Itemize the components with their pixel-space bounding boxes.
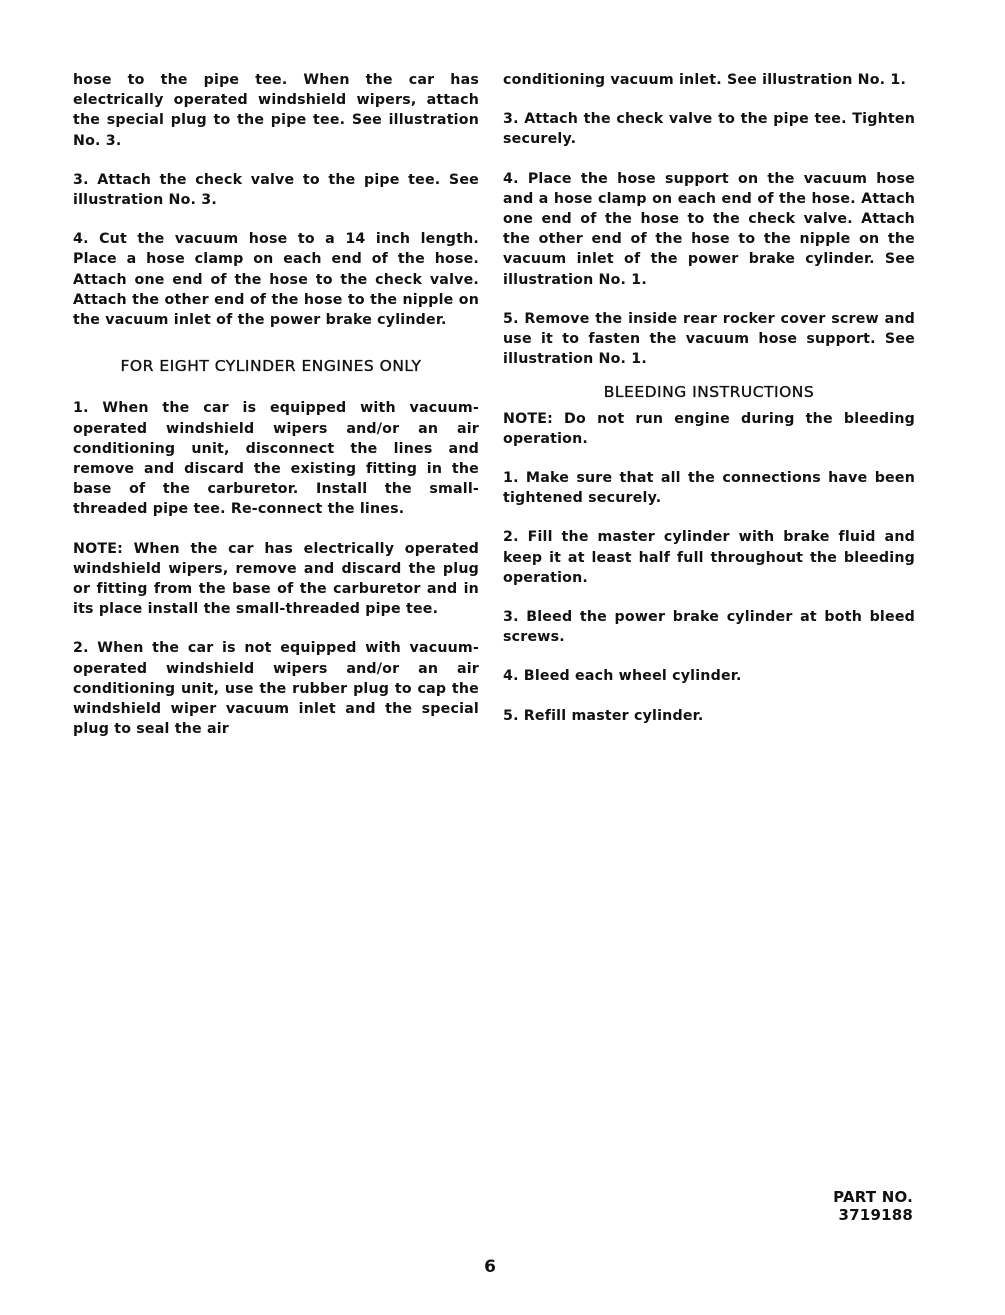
paragraph-step-3-tighten: 3. Attach the check valve to the pipe tee. Tighten securely. xyxy=(503,111,915,148)
paragraph-step-4-cut-vacuum-hose: 4. Cut the vacuum hose to a 14 inch length. Place a hose clamp on each end of the hose. Attach one end of the hose to the check valve. Attach the other end of the hose to the nipple on the vacuum inlet of the power brake cylinder. xyxy=(73,231,479,329)
page-number: 6 xyxy=(484,1257,496,1277)
paragraph-note-electric-wipers: NOTE: When the car has electrically operated windshield wipers, remove and discard the plug or fitting from the base of the carburetor and in its place install the small-threaded pipe tee. xyxy=(73,540,479,618)
paragraph-bleed-step-5: 5. Refill master cylinder. xyxy=(503,707,704,724)
paragraph-bleed-step-1: 1. Make sure that all the connections have been tightened securely. xyxy=(503,470,915,507)
paragraph-bleed-step-3: 3. Bleed the power brake cylinder at both bleed screws. xyxy=(503,609,915,646)
right-column xyxy=(503,70,915,745)
paragraph-hose-to-pipe-tee: hose to the pipe tee. When the car has electrically operated windshield wipers, attach the special plug to the pipe tee. See illustration No. 3. xyxy=(73,72,479,149)
paragraph-bleed-step-2: 2. Fill the master cylinder with brake fluid and keep it at least half full throughout the bleeding operation. xyxy=(503,529,915,586)
paragraph-step-3-check-valve: 3. Attach the check valve to the pipe tee. See illustration No. 3. xyxy=(73,171,479,209)
section-heading-bleeding-instructions: BLEEDING INSTRUCTIONS xyxy=(603,383,815,402)
part-number: PART NO. 3719188 xyxy=(833,1188,913,1224)
paragraph-step-1-vacuum-wipers: 1. When the car is equipped with vacuum-operated windshield wipers and/or an air conditioning unit, disconnect the lines and remove and discard the existing fitting in the base of the carburetor. Install the small-threaded pipe tee. Re-connect the lines. xyxy=(73,400,479,518)
paragraph-note-do-not-run-engine: NOTE: Do not run engine during the bleeding operation. xyxy=(503,410,915,447)
section-heading-eight-cylinder: FOR EIGHT CYLINDER ENGINES ONLY xyxy=(120,357,422,376)
paragraph-step-2-not-equipped: 2. When the car is not equipped with vacuum-operated windshield wipers and/or an air conditioning unit, use the rubber plug to cap the windshield wiper vacuum inlet and the special plug to seal the air xyxy=(73,640,479,738)
paragraph-bleed-step-4: 4. Bleed each wheel cylinder. xyxy=(503,668,742,685)
paragraph-step-5-rocker-cover-screw: 5. Remove the inside rear rocker cover screw and use it to fasten the vacuum hose support. See illustration No. 1. xyxy=(503,310,915,368)
left-column xyxy=(73,70,479,758)
paragraph-conditioning-vacuum-inlet: conditioning vacuum inlet. See illustration No. 1. xyxy=(503,72,907,88)
paragraph-step-4-hose-support: 4. Place the hose support on the vacuum hose and a hose clamp on each end of the hose. Attach one end of the hose to the check valve. Attach the other end of the hose to the nipple on the vacuum inlet of the power brake cylinder. See illustration No. 1. xyxy=(503,170,915,288)
